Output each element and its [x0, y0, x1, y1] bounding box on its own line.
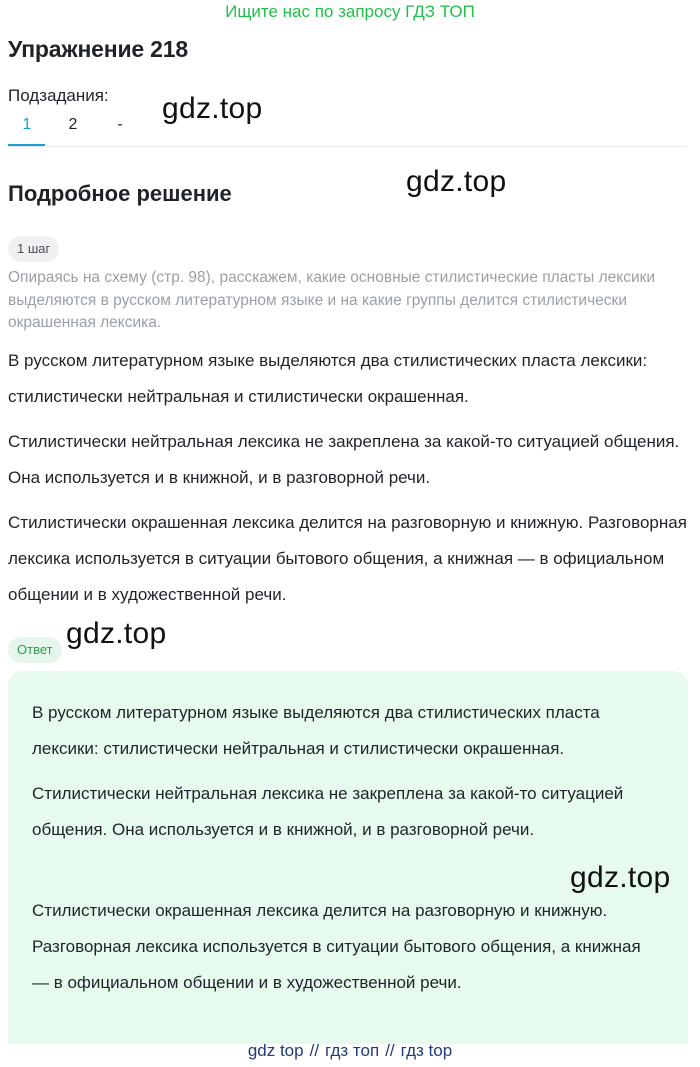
watermark: gdz.top: [406, 165, 507, 198]
footer-separator: //: [385, 1041, 395, 1060]
tab-subtask-2[interactable]: 2: [68, 116, 78, 133]
page-title: Упражнение 218: [8, 36, 188, 62]
watermark: gdz.top: [570, 861, 671, 894]
answer-box: [8, 671, 688, 1044]
tabs-divider: [8, 146, 686, 147]
step-badge: 1 шаг: [8, 236, 59, 262]
tab-subtask-1[interactable]: 1: [22, 116, 32, 133]
footer-separator: //: [309, 1041, 320, 1060]
answer-paragraph: Стилистически нейтральная лексика не закреплена за какой-то ситуацией общения. Она используется и в книжной, и в разговорной речи.: [32, 784, 624, 839]
top-banner: Ищите нас по запросу ГДЗ ТОП: [225, 2, 475, 21]
footer-links: [0, 1041, 700, 1061]
solution-title: Подробное решение: [8, 181, 232, 206]
answer-badge: Ответ: [8, 637, 62, 663]
watermark: gdz.top: [162, 92, 263, 125]
answer-paragraph: В русском литературном языке выделяются два стилистических пласта лексики: стилистически нейтральная и стилистически окрашенная.: [32, 703, 600, 758]
footer-link-gdz-top-ru[interactable]: гдз топ: [325, 1041, 380, 1060]
answer-paragraph: Стилистически окрашенная лексика делится на разговорную и книжную. Разговорная лексика используется в ситуации бытового общения, а книжная — в официальном общении и в художественной речи.: [32, 901, 641, 992]
footer-link-gdz-top-mixed[interactable]: гдз top: [400, 1041, 453, 1060]
solution-hint: Опираясь на схему (стр. 98), расскажем, какие основные стилистические пласты лексики выделяются в русском литературном языке и на какие группы делится стилистически окрашенная лексика.: [8, 269, 656, 331]
subtasks-label: Подзадания:: [8, 86, 109, 105]
solution-paragraph: В русском литературном языке выделяются два стилистических пласта лексики: стилистически нейтральная и стилистически окрашенная.: [8, 351, 648, 406]
footer-link-gdz-top[interactable]: gdz top: [247, 1041, 304, 1060]
solution-paragraph: Стилистически окрашенная лексика делится на разговорную и книжную. Разговорная лексика используется в ситуации бытового общения, а книжная — в официальном общении и в художественной речи.: [8, 513, 687, 604]
tab-subtask-dash[interactable]: -: [117, 116, 123, 133]
subtask-tabs: [8, 110, 686, 148]
solution-paragraph: Стилистически нейтральная лексика не закреплена за какой-то ситуацией общения. Она используется и в книжной, и в разговорной речи.: [8, 432, 680, 487]
watermark: gdz.top: [66, 617, 167, 650]
